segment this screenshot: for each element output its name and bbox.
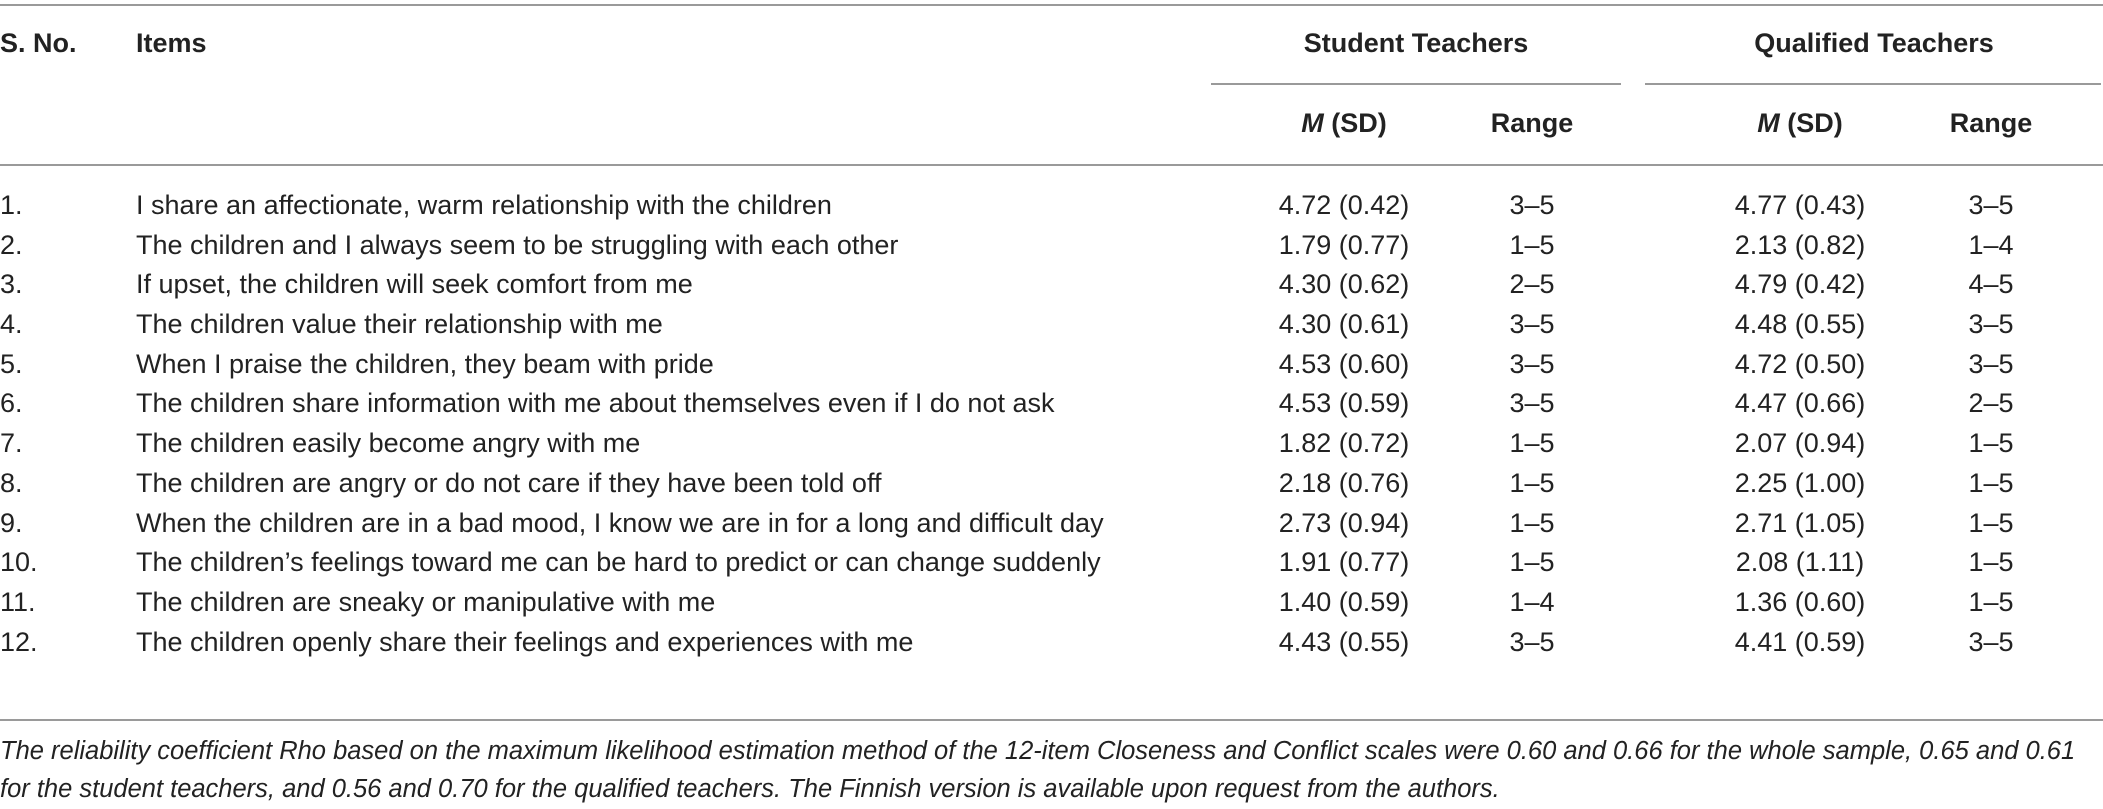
row-item: When I praise the children, they beam with pride (136, 348, 714, 379)
student-range: 1–5 (1509, 428, 1555, 459)
table-row (0, 384, 2103, 424)
qualified-range: 1–5 (1968, 428, 2014, 459)
row-number: 12. (0, 626, 38, 657)
table-header-rule (0, 164, 2103, 166)
qualified-range: 3–5 (1968, 626, 2014, 657)
header-student-msd (1301, 108, 1387, 139)
student-range: 1–5 (1509, 229, 1555, 260)
table-bottom-rule (0, 719, 2103, 721)
row-item: The children share information with me about themselves even if I do not ask (136, 388, 1055, 419)
row-number: 3. (0, 269, 23, 300)
student-range: 3–5 (1509, 348, 1555, 379)
header-qualified-msd (1757, 108, 1843, 139)
row-number: 6. (0, 388, 23, 419)
student-mean-sd: 2.18 (0.76) (1278, 467, 1410, 498)
row-number: 5. (0, 348, 23, 379)
row-item: If upset, the children will seek comfort from me (136, 269, 693, 300)
student-range: 1–5 (1509, 507, 1555, 538)
table-row (0, 504, 2103, 544)
table-row (0, 543, 2103, 583)
header-sd-label: (SD) (1323, 108, 1387, 138)
header-items: Items (136, 28, 207, 58)
row-item: The children easily become angry with me (136, 428, 641, 459)
row-item: The children are angry or do not care if they have been told off (136, 467, 882, 498)
qualified-teachers-group-rule (1645, 83, 2101, 85)
qualified-mean-sd: 4.79 (0.42) (1734, 269, 1866, 300)
student-mean-sd: 2.73 (0.94) (1278, 507, 1410, 538)
row-item: The children value their relationship with me (136, 309, 663, 340)
student-range: 3–5 (1509, 626, 1555, 657)
row-item: The children are sneaky or manipulative with me (136, 586, 716, 617)
header-sno: S. No. (0, 28, 77, 58)
row-number: 2. (0, 229, 23, 260)
row-item: When the children are in a bad mood, I know we are in for a long and difficult day (136, 507, 1104, 538)
qualified-range: 3–5 (1968, 348, 2014, 379)
row-number: 9. (0, 507, 23, 538)
student-mean-sd: 4.72 (0.42) (1278, 190, 1410, 220)
qualified-mean-sd: 4.41 (0.59) (1734, 626, 1866, 657)
table-row (0, 623, 2103, 663)
table-row (0, 345, 2103, 385)
student-range: 1–5 (1509, 467, 1555, 498)
student-range: 1–4 (1509, 586, 1555, 617)
student-teachers-group-rule (1211, 83, 1621, 85)
qualified-range: 1–5 (1968, 586, 2014, 617)
student-mean-sd: 4.30 (0.62) (1278, 269, 1410, 300)
student-mean-sd: 1.82 (0.72) (1278, 428, 1410, 459)
header-student-teachers: Student Teachers (1303, 28, 1529, 58)
qualified-range: 4–5 (1968, 269, 2014, 300)
qualified-mean-sd: 1.36 (0.60) (1734, 586, 1866, 617)
qualified-mean-sd: 2.25 (1.00) (1734, 467, 1866, 498)
table-row (0, 305, 2103, 345)
qualified-mean-sd: 4.47 (0.66) (1734, 388, 1866, 419)
student-range: 3–5 (1509, 388, 1555, 419)
row-number: 11. (0, 586, 36, 617)
row-number: 10. (0, 547, 38, 578)
qualified-mean-sd: 4.48 (0.55) (1734, 309, 1866, 340)
qualified-range: 1–5 (1968, 467, 2014, 498)
table-footnote: The reliability coefficient Rho based on the maximum likelihood estimation method of the 12-item Closeness and Conflict scales were 0.60 and 0.66 for the whole sample, 0.65 and 0.61 for the student teachers, and 0.56 and 0.70 for the qualified teachers. The Finnish version is available upon request from the authors. (0, 737, 2076, 803)
qualified-mean-sd: 2.71 (1.05) (1734, 507, 1866, 538)
row-item: The children and I always seem to be struggling with each other (136, 229, 899, 260)
table-row (0, 583, 2103, 623)
student-range: 3–5 (1509, 309, 1555, 340)
qualified-range: 1–4 (1968, 229, 2014, 260)
qualified-mean-sd: 4.72 (0.50) (1734, 348, 1866, 379)
student-mean-sd: 1.40 (0.59) (1278, 586, 1410, 617)
student-mean-sd: 4.53 (0.59) (1278, 388, 1410, 419)
student-mean-sd: 1.79 (0.77) (1278, 229, 1410, 260)
student-mean-sd: 4.43 (0.55) (1278, 626, 1410, 657)
qualified-range: 1–5 (1968, 507, 2014, 538)
qualified-range: 3–5 (1968, 190, 2014, 220)
header-qualified-range: Range (1949, 108, 2033, 138)
student-mean-sd: 1.91 (0.77) (1278, 547, 1410, 578)
qualified-mean-sd: 2.07 (0.94) (1734, 428, 1866, 459)
table-top-rule (0, 4, 2103, 6)
table-body (0, 186, 2103, 662)
header-sd-label: (SD) (1779, 108, 1843, 138)
header-m-symbol: M (1301, 108, 1324, 138)
row-number: 1. (0, 190, 23, 220)
student-range: 1–5 (1509, 547, 1555, 578)
qualified-range: 1–5 (1968, 547, 2014, 578)
row-item: The children’s feelings toward me can be hard to predict or can change suddenly (136, 547, 1101, 578)
header-student-range: Range (1490, 108, 1574, 138)
table-row (0, 464, 2103, 504)
header-qualified-teachers: Qualified Teachers (1754, 28, 1994, 58)
row-item: I share an affectionate, warm relationship with the children (136, 190, 832, 220)
qualified-mean-sd: 2.13 (0.82) (1734, 229, 1866, 260)
qualified-range: 2–5 (1968, 388, 2014, 419)
row-item: The children openly share their feelings and experiences with me (136, 626, 914, 657)
table-row (0, 424, 2103, 464)
table-row (0, 265, 2103, 305)
table-row (0, 226, 2103, 266)
qualified-mean-sd: 4.77 (0.43) (1734, 190, 1866, 220)
header-m-symbol: M (1757, 108, 1780, 138)
row-number: 4. (0, 309, 23, 340)
student-mean-sd: 4.30 (0.61) (1278, 309, 1410, 340)
qualified-range: 3–5 (1968, 309, 2014, 340)
student-range: 3–5 (1509, 190, 1555, 220)
row-number: 7. (0, 428, 23, 459)
table-row (0, 186, 2103, 226)
qualified-mean-sd: 2.08 (1.11) (1735, 547, 1865, 578)
student-range: 2–5 (1509, 269, 1555, 300)
row-number: 8. (0, 467, 23, 498)
student-mean-sd: 4.53 (0.60) (1278, 348, 1410, 379)
